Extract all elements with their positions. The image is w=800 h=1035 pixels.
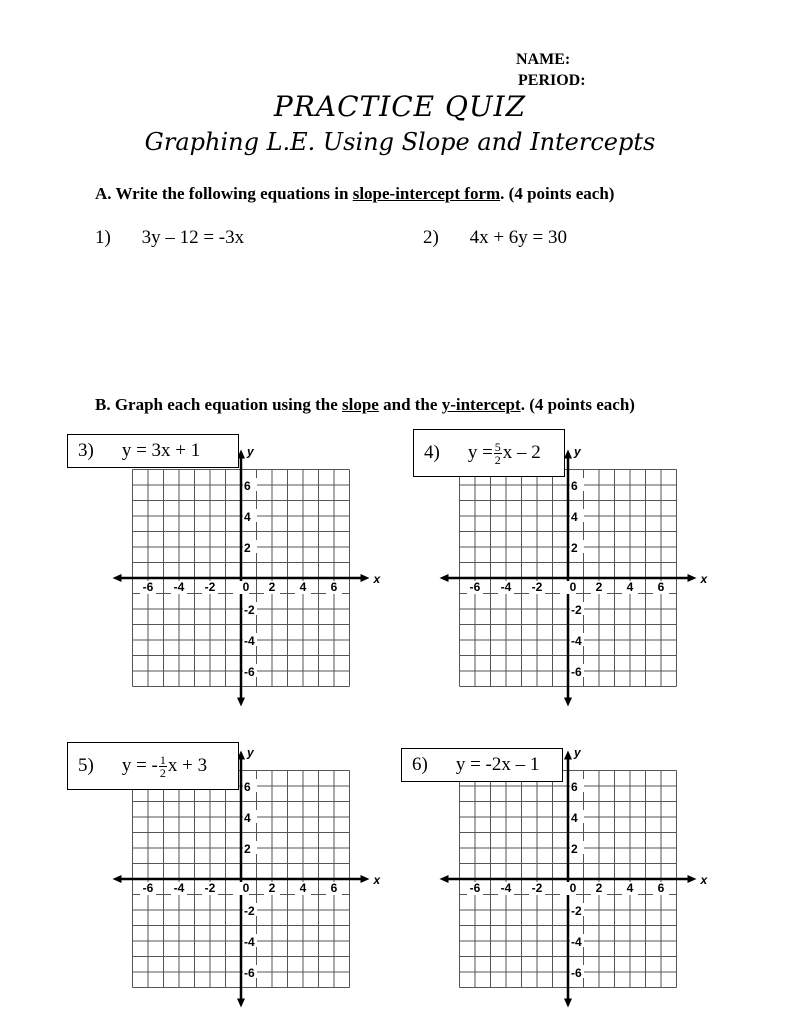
y-tick-label: 2 — [244, 842, 251, 856]
y-tick-label: 6 — [571, 780, 578, 794]
fraction-numerator: 1 — [159, 752, 166, 767]
y-tick-label: 6 — [571, 479, 578, 493]
problem-number: 3) — [78, 440, 94, 461]
x-tick-label: -4 — [500, 881, 512, 895]
x-tick-label: -6 — [142, 580, 154, 594]
x-axis-arrow-left — [113, 875, 122, 883]
section-b-slope: slope — [342, 395, 379, 414]
fraction — [159, 754, 167, 779]
page-subtitle: Graphing L.E. Using Slope and Intercepts — [144, 128, 656, 156]
y-tick-label: -6 — [571, 966, 582, 980]
coordinate-grid-3[interactable] — [105, 434, 385, 714]
y-tick-label: -2 — [244, 904, 255, 918]
section-a-underlined: slope-intercept form — [352, 184, 501, 203]
problem-equation: 4x + 6y = 30 — [469, 227, 568, 248]
section-b-prefix: B. Graph each equation using the — [95, 395, 343, 414]
name-label: NAME: — [516, 51, 571, 68]
problem-number: 6) — [412, 754, 428, 775]
y-tick-label: 4 — [571, 510, 578, 524]
equation-box-3 — [67, 434, 239, 468]
section-b-y-intercept: y-intercept — [441, 395, 521, 414]
x-tick-label: 4 — [626, 881, 634, 895]
x-tick-label: 0 — [569, 580, 577, 594]
fraction-numerator: 5 — [494, 439, 501, 454]
period-label: PERIOD: — [518, 72, 586, 89]
x-tick-label: -4 — [500, 580, 512, 594]
x-axis-arrow-right — [361, 875, 370, 883]
y-tick-label: -6 — [244, 966, 255, 980]
y-tick-label: -4 — [571, 935, 582, 949]
section-b-instructions — [95, 395, 635, 415]
x-tick-label: 4 — [299, 881, 307, 895]
y-axis-arrow-down — [237, 698, 245, 707]
x-axis-label: x — [373, 572, 381, 586]
x-axis-arrow-left — [113, 574, 122, 582]
x-tick-label: 2 — [595, 580, 603, 594]
x-tick-label: 2 — [595, 881, 603, 895]
y-tick-label: -4 — [571, 634, 582, 648]
y-tick-label: 6 — [244, 479, 251, 493]
y-tick-label: 2 — [244, 541, 251, 555]
problem-number: 4) — [424, 442, 440, 463]
x-axis-arrow-right — [361, 574, 370, 582]
x-axis-label: x — [373, 873, 381, 887]
x-tick-label: 2 — [268, 881, 276, 895]
x-axis-arrow-right — [688, 574, 697, 582]
equation-post: x + 3 — [167, 755, 208, 776]
problem-number: 5) — [78, 755, 94, 776]
equation-box-5 — [67, 742, 239, 790]
problem-number: 2) — [423, 227, 439, 248]
x-tick-label: -6 — [469, 881, 481, 895]
problem-2 — [423, 227, 567, 249]
x-tick-label: 0 — [569, 881, 577, 895]
y-axis-arrow-down — [564, 698, 572, 707]
equation-box-6 — [401, 748, 563, 782]
fraction-denominator: 2 — [159, 765, 166, 780]
y-axis-label: y — [247, 444, 254, 459]
section-b-mid: and the — [378, 395, 442, 414]
y-axis-label: y — [574, 444, 581, 459]
y-tick-label: -2 — [571, 603, 582, 617]
y-tick-label: -2 — [571, 904, 582, 918]
y-axis-arrow-up — [564, 450, 572, 459]
equation-post: x – 2 — [502, 442, 541, 463]
section-a-suffix: . (4 points each) — [500, 184, 615, 203]
x-tick-label: 6 — [330, 580, 338, 594]
x-tick-label: 0 — [242, 881, 250, 895]
equation-text: y = -2x – 1 — [455, 754, 540, 775]
x-axis-arrow-left — [440, 875, 449, 883]
y-tick-label: 2 — [571, 541, 578, 555]
x-tick-label: -4 — [173, 881, 185, 895]
fraction-denominator: 2 — [494, 452, 501, 467]
y-tick-label: 2 — [571, 842, 578, 856]
x-axis-label: x — [700, 873, 708, 887]
x-tick-label: 0 — [242, 580, 250, 594]
section-a-prefix: A. Write the following equations in — [95, 184, 353, 203]
y-tick-label: 4 — [244, 811, 251, 825]
x-tick-label: 4 — [626, 580, 634, 594]
problem-1 — [95, 227, 244, 249]
y-tick-label: 4 — [571, 811, 578, 825]
equation-text: y = 3x + 1 — [121, 440, 201, 461]
x-tick-label: 6 — [657, 580, 665, 594]
y-tick-label: 6 — [244, 780, 251, 794]
x-tick-label: -2 — [531, 881, 543, 895]
y-axis-label: y — [574, 745, 581, 760]
x-tick-label: 6 — [330, 881, 338, 895]
problem-equation: 3y – 12 = -3x — [141, 227, 245, 248]
x-tick-label: -2 — [204, 580, 216, 594]
equation-box-4 — [413, 429, 565, 477]
x-tick-label: 4 — [299, 580, 307, 594]
x-tick-label: -4 — [173, 580, 185, 594]
equation-pre: y = — [467, 442, 493, 463]
x-tick-label: -6 — [469, 580, 481, 594]
y-axis-arrow-down — [564, 999, 572, 1008]
y-tick-label: -4 — [244, 935, 255, 949]
section-a-instructions — [95, 184, 614, 204]
y-tick-label: -6 — [244, 665, 255, 679]
page-title: PRACTICE QUIZ — [273, 90, 527, 123]
x-tick-label: 6 — [657, 881, 665, 895]
x-axis-arrow-right — [688, 875, 697, 883]
y-axis-arrow-up — [564, 751, 572, 760]
x-tick-label: -2 — [204, 881, 216, 895]
y-tick-label: -2 — [244, 603, 255, 617]
problem-number: 1) — [95, 227, 111, 248]
x-tick-label: -2 — [531, 580, 543, 594]
y-tick-label: -4 — [244, 634, 255, 648]
section-b-suffix: . (4 points each) — [520, 395, 635, 414]
x-axis-arrow-left — [440, 574, 449, 582]
y-axis-arrow-down — [237, 999, 245, 1008]
y-tick-label: 4 — [244, 510, 251, 524]
equation-pre: y = - — [121, 755, 158, 776]
y-tick-label: -6 — [571, 665, 582, 679]
x-axis-label: x — [700, 572, 708, 586]
x-tick-label: -6 — [142, 881, 154, 895]
fraction — [494, 441, 502, 466]
x-tick-label: 2 — [268, 580, 276, 594]
y-axis-label: y — [247, 745, 254, 760]
